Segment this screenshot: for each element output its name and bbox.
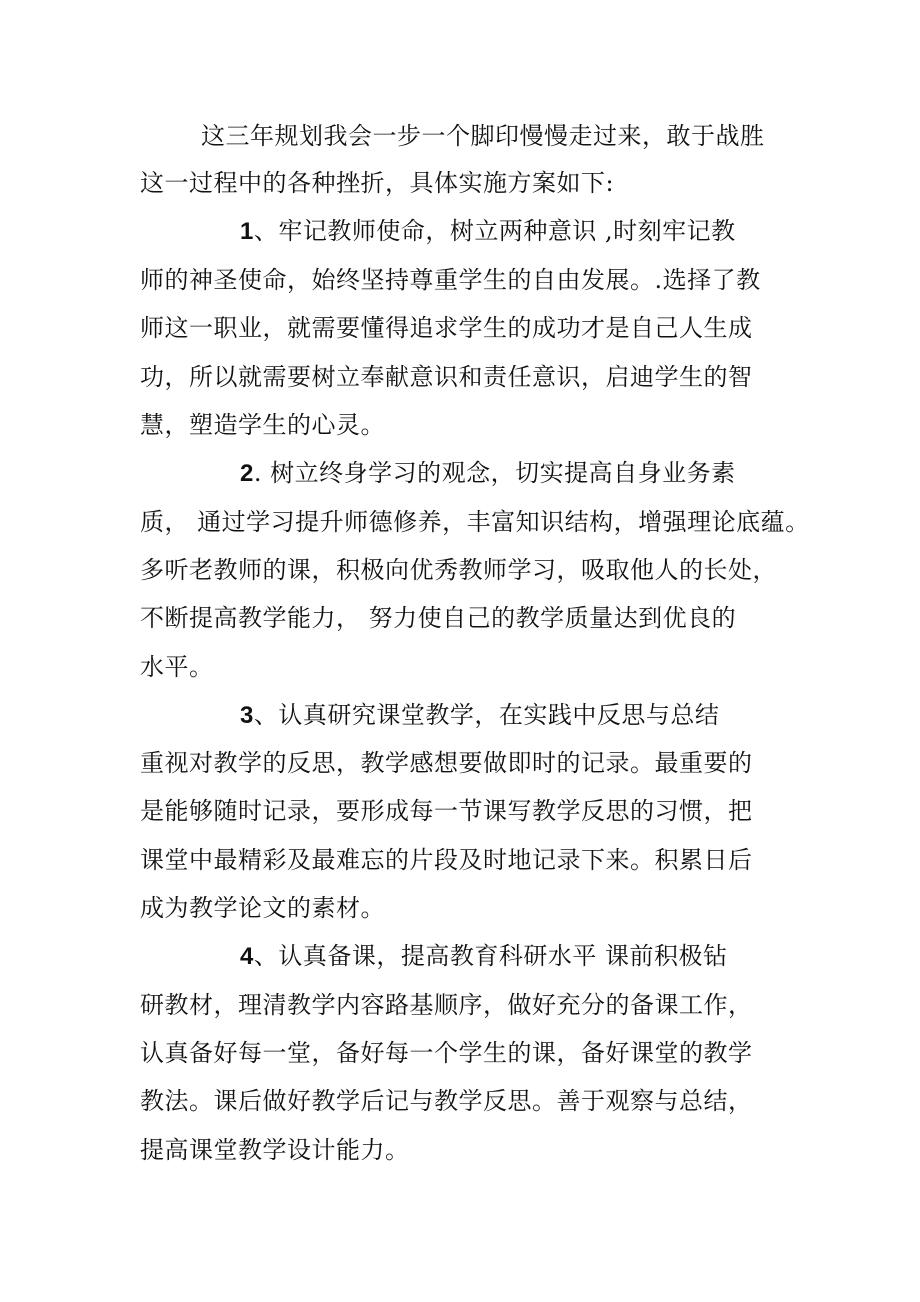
section-3-number: 3	[240, 702, 254, 729]
section-1-number: 1	[240, 218, 254, 245]
section-4-line-1: 、认真备课，提高教育科研水平 课前积极钻	[253, 942, 728, 970]
section-4-line-2: 研教材，理清教学内容路基顺序，做好充分的备课工作，	[140, 991, 753, 1019]
section-4-number: 4	[240, 943, 254, 970]
section-4-line-4: 教法。课后做好教学后记与教学反思。善于观察与总结，	[140, 1087, 753, 1115]
section-1-line-2: 师的神圣使命，始终坚持尊重学生的自由发展。.选择了教	[140, 266, 761, 294]
section-1-heading	[240, 216, 736, 247]
section-3-heading	[240, 700, 719, 731]
section-2-line-3: 多听老教师的课，积极向优秀教师学习，吸取他人的长处，	[140, 556, 777, 584]
section-2-line-2: 质， 通过学习提升师德修养，丰富知识结构，增强理论底蕴。	[140, 508, 810, 536]
section-2-line-1: . 树立终身学习的观念，切实提高自身业务素	[253, 459, 736, 487]
section-4-heading	[240, 941, 728, 972]
section-1-line-5: 慧，塑造学生的心灵。	[140, 411, 385, 439]
section-2-line-4: 不断提高教学能力， 努力使自己的教学质量达到优良的	[140, 604, 737, 632]
section-1-line-4: 功，所以就需要树立奉献意识和责任意识，启迪学生的智	[140, 363, 753, 391]
section-2-line-5: 水平。	[140, 653, 214, 681]
section-3-line-5: 成为教学论文的素材。	[140, 894, 385, 922]
section-3-line-2: 重视对教学的反思，教学感想要做即时的记录。最重要的	[140, 749, 753, 777]
intro-line-2: 这一过程中的各种挫折，具体实施方案如下:	[140, 169, 615, 197]
intro-line-1: 这三年规划我会一步一个脚印慢慢走过来，敢于战胜	[201, 122, 765, 150]
section-3-line-4: 课堂中最精彩及最难忘的片段及时地记录下来。积累日后	[140, 846, 753, 874]
section-1-line-3: 师这一职业，就需要懂得追求学生的成功才是自己人生成	[140, 314, 753, 342]
section-2-heading	[240, 458, 736, 489]
section-1-line-1: 、牢记教师使命，树立两种意识 ,时刻牢记教	[253, 217, 736, 245]
section-2-number: 2	[240, 460, 254, 487]
section-4-line-5: 提高课堂教学设计能力。	[140, 1136, 410, 1164]
section-3-line-1: 、认真研究课堂教学，在实践中反思与总结	[253, 701, 720, 729]
section-4-line-3: 认真备好每一堂，备好每一个学生的课，备好课堂的教学	[140, 1039, 753, 1067]
section-3-line-3: 是能够随时记录，要形成每一节课写教学反思的习惯，把	[140, 797, 753, 825]
